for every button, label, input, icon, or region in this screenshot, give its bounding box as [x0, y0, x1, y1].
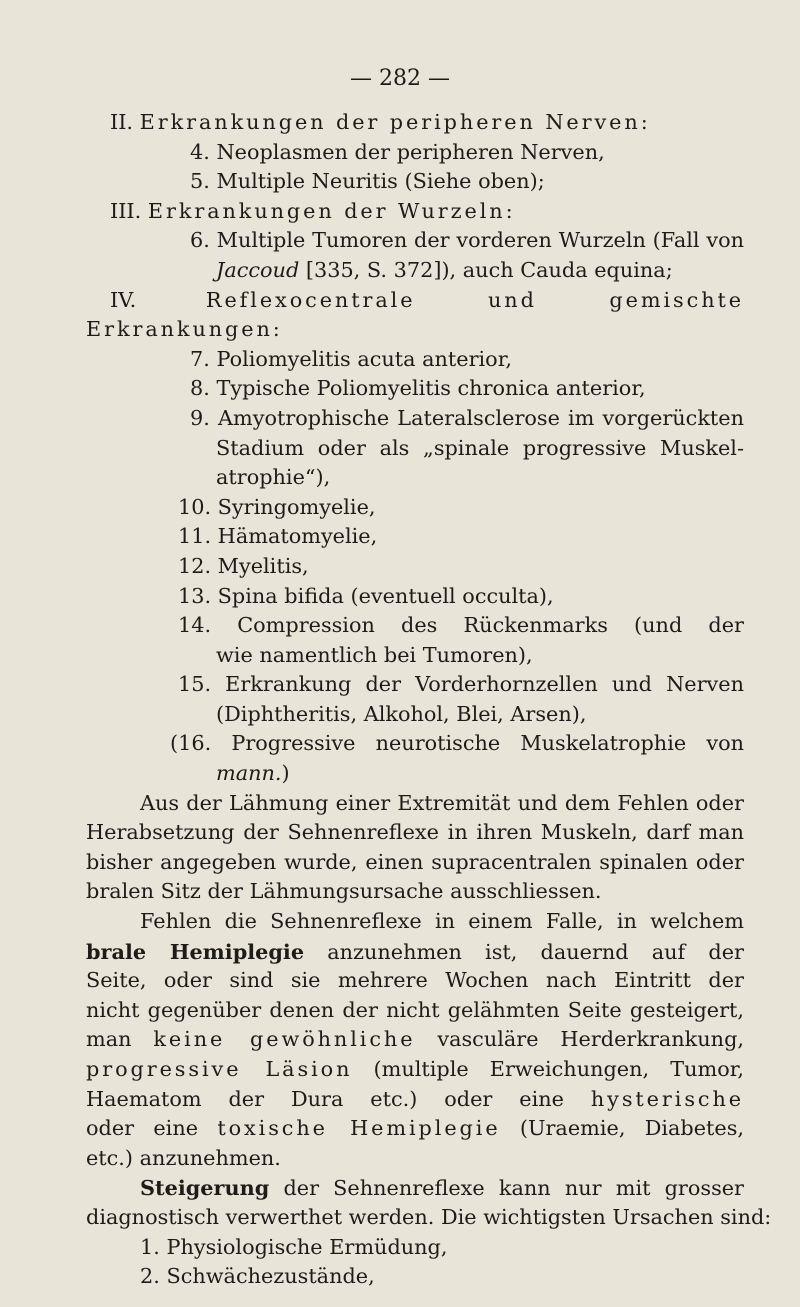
- paragraph-2-line-3: [86, 966, 744, 996]
- paragraph-2-line-7: [86, 1085, 744, 1115]
- text-run: bisher angegeben wurde, einen supracentralen spinalen oder: [86, 849, 744, 874]
- paragraph-3-line-1: [110, 1173, 744, 1203]
- text-run: 15. Erkrankung der Vorderhornzellen und Nerven: [178, 672, 744, 697]
- paragraph-2-line-1: [110, 907, 744, 937]
- list-item-9: [110, 404, 744, 434]
- text-run: anzunehmen ist, dauernd auf der: [327, 939, 744, 964]
- text-run: 11. Hämatomyelie,: [178, 524, 378, 549]
- paragraph-1-line-3: [86, 848, 744, 878]
- list-item-7: [110, 345, 744, 375]
- text-run: Steigerung: [140, 1175, 270, 1201]
- list-item-14: [110, 611, 744, 641]
- text-run: 2. Schwächezustände,: [140, 1264, 375, 1289]
- list-item-6: [110, 226, 744, 256]
- text-run: progressive Läsion: [86, 1057, 353, 1081]
- paragraph-2-line-9: [86, 1144, 744, 1174]
- list-item-8: [110, 374, 744, 404]
- text-run: keine gewöhnliche: [153, 1027, 416, 1052]
- text-run: 9. Amyotrophische Lateralsclerose im vorgerückten: [190, 405, 744, 430]
- text-run: (Diphtheritis, Alkohol, Blei, Arsen),: [216, 701, 587, 726]
- paragraph-1-line-1: [110, 789, 744, 819]
- list-item-10: [110, 493, 744, 523]
- section-heading-ii: [110, 108, 744, 138]
- section-heading-iv-cont: [86, 315, 744, 345]
- text-run: Haematom der Dura etc.) oder eine: [86, 1086, 591, 1111]
- paragraph-3-line-2: [86, 1203, 772, 1233]
- text-run: nicht gegenüber denen der nicht gelähmten Seite gesteigert,: [86, 997, 744, 1022]
- list-item-14-cont: [110, 641, 744, 671]
- body-text: [86, 108, 772, 1292]
- list-item-15-cont: [110, 700, 744, 730]
- list-item-15: [110, 670, 744, 700]
- text-run: ): [281, 761, 290, 786]
- text-run: atrophie“),: [216, 465, 331, 490]
- text-run: 6. Multiple Tumoren der vorderen Wurzeln (Fall von: [190, 228, 744, 253]
- text-run: Erkrankungen der peripheren Nerven:: [139, 110, 651, 134]
- paragraph-2-line-2: [86, 937, 744, 967]
- text-run: 12. Myelitis,: [178, 553, 309, 578]
- paragraph-2-line-4: [86, 996, 744, 1026]
- list-item-5: [110, 167, 744, 197]
- list-item-16-cont: [110, 759, 744, 789]
- text-run: Fehlen die Sehnenreflexe in einem Falle, in welchem: [140, 909, 744, 934]
- text-run: Herabsetzung der Sehnenreflexe in ihren Muskeln, darf man: [86, 820, 744, 845]
- paragraph-2-line-6: [86, 1055, 744, 1085]
- list-item-9-cont-1: [110, 434, 744, 464]
- text-run: 7. Poliomyelitis acuta anterior,: [190, 346, 512, 371]
- text-run: Stadium oder als „spinale progressive Muskel-: [216, 435, 744, 460]
- text-run: III.: [110, 198, 148, 223]
- text-run: 4. Neoplasmen der peripheren Nerven,: [190, 139, 605, 164]
- text-run: vasculäre Herderkrankung,: [437, 1027, 744, 1052]
- text-run: Jaccoud: [216, 257, 300, 282]
- list-item-2: [110, 1262, 744, 1292]
- text-run: toxische Hemiplegie: [217, 1116, 501, 1141]
- text-run: 8. Typische Poliomyelitis chronica anterior,: [190, 376, 646, 401]
- list-item-11: [110, 522, 744, 552]
- text-run: IV.: [110, 287, 206, 312]
- paragraph-1-line-4: [86, 877, 744, 907]
- text-run: brale Hemiplegie: [86, 938, 305, 964]
- list-item-12: [110, 552, 744, 582]
- section-heading-iv: [110, 286, 744, 316]
- text-run: Seite, oder sind sie mehrere Wochen nach Eintritt der: [86, 968, 744, 993]
- text-run: 14. Compression des Rückenmarks (und der: [178, 613, 744, 638]
- page-number: — 282 —: [350, 66, 450, 91]
- text-run: Reflexocentrale und gemischte: [205, 287, 744, 312]
- paragraph-1-line-2: [86, 818, 744, 848]
- list-item-16: [110, 729, 744, 759]
- text-run: diagnostisch verwerthet werden. Die wichtigsten Ursachen sind:: [86, 1204, 772, 1229]
- text-run: man: [86, 1027, 154, 1052]
- text-run: 5. Multiple Neuritis (Siehe oben);: [190, 169, 545, 194]
- text-run: 13. Spina bifida (eventuell occulta),: [178, 583, 554, 608]
- list-item-13: [110, 582, 744, 612]
- text-run: etc.) anzunehmen.: [86, 1145, 281, 1170]
- list-item-1: [110, 1233, 744, 1263]
- list-item-9-cont-2: [110, 463, 744, 493]
- text-run: (Uraemie, Diabetes,: [519, 1116, 744, 1141]
- text-run: mann.: [216, 761, 282, 786]
- text-run: hysterische: [590, 1086, 744, 1111]
- paragraph-2-line-8: [86, 1114, 744, 1144]
- section-heading-iii: [110, 197, 744, 227]
- list-item-4: [110, 138, 744, 168]
- text-run: Aus der Lähmung einer Extremität und dem Fehlen oder: [140, 790, 744, 815]
- text-run: 1. Physiologische Ermüdung,: [140, 1234, 448, 1259]
- text-run: oder eine: [86, 1116, 218, 1141]
- text-run: (multiple Erweichungen, Tumor,: [373, 1057, 744, 1081]
- text-run: Erkrankungen:: [86, 317, 283, 342]
- text-run: (16. Progressive neurotische Muskelatrophie von: [170, 731, 744, 756]
- text-run: II.: [110, 110, 140, 134]
- text-run: Erkrankungen der Wurzeln:: [147, 198, 516, 223]
- text-run: [335, S. 372]), auch Cauda equina;: [299, 257, 673, 282]
- text-run: bralen Sitz der Lähmungsursache ausschliessen.: [86, 879, 602, 904]
- text-run: 10. Syringomyelie,: [178, 494, 376, 519]
- paragraph-2-line-5: [86, 1025, 744, 1055]
- list-item-6-cont: [110, 256, 744, 286]
- text-run: der Sehnenreflexe kann nur mit grosser: [283, 1176, 744, 1201]
- text-run: wie namentlich bei Tumoren),: [216, 642, 533, 667]
